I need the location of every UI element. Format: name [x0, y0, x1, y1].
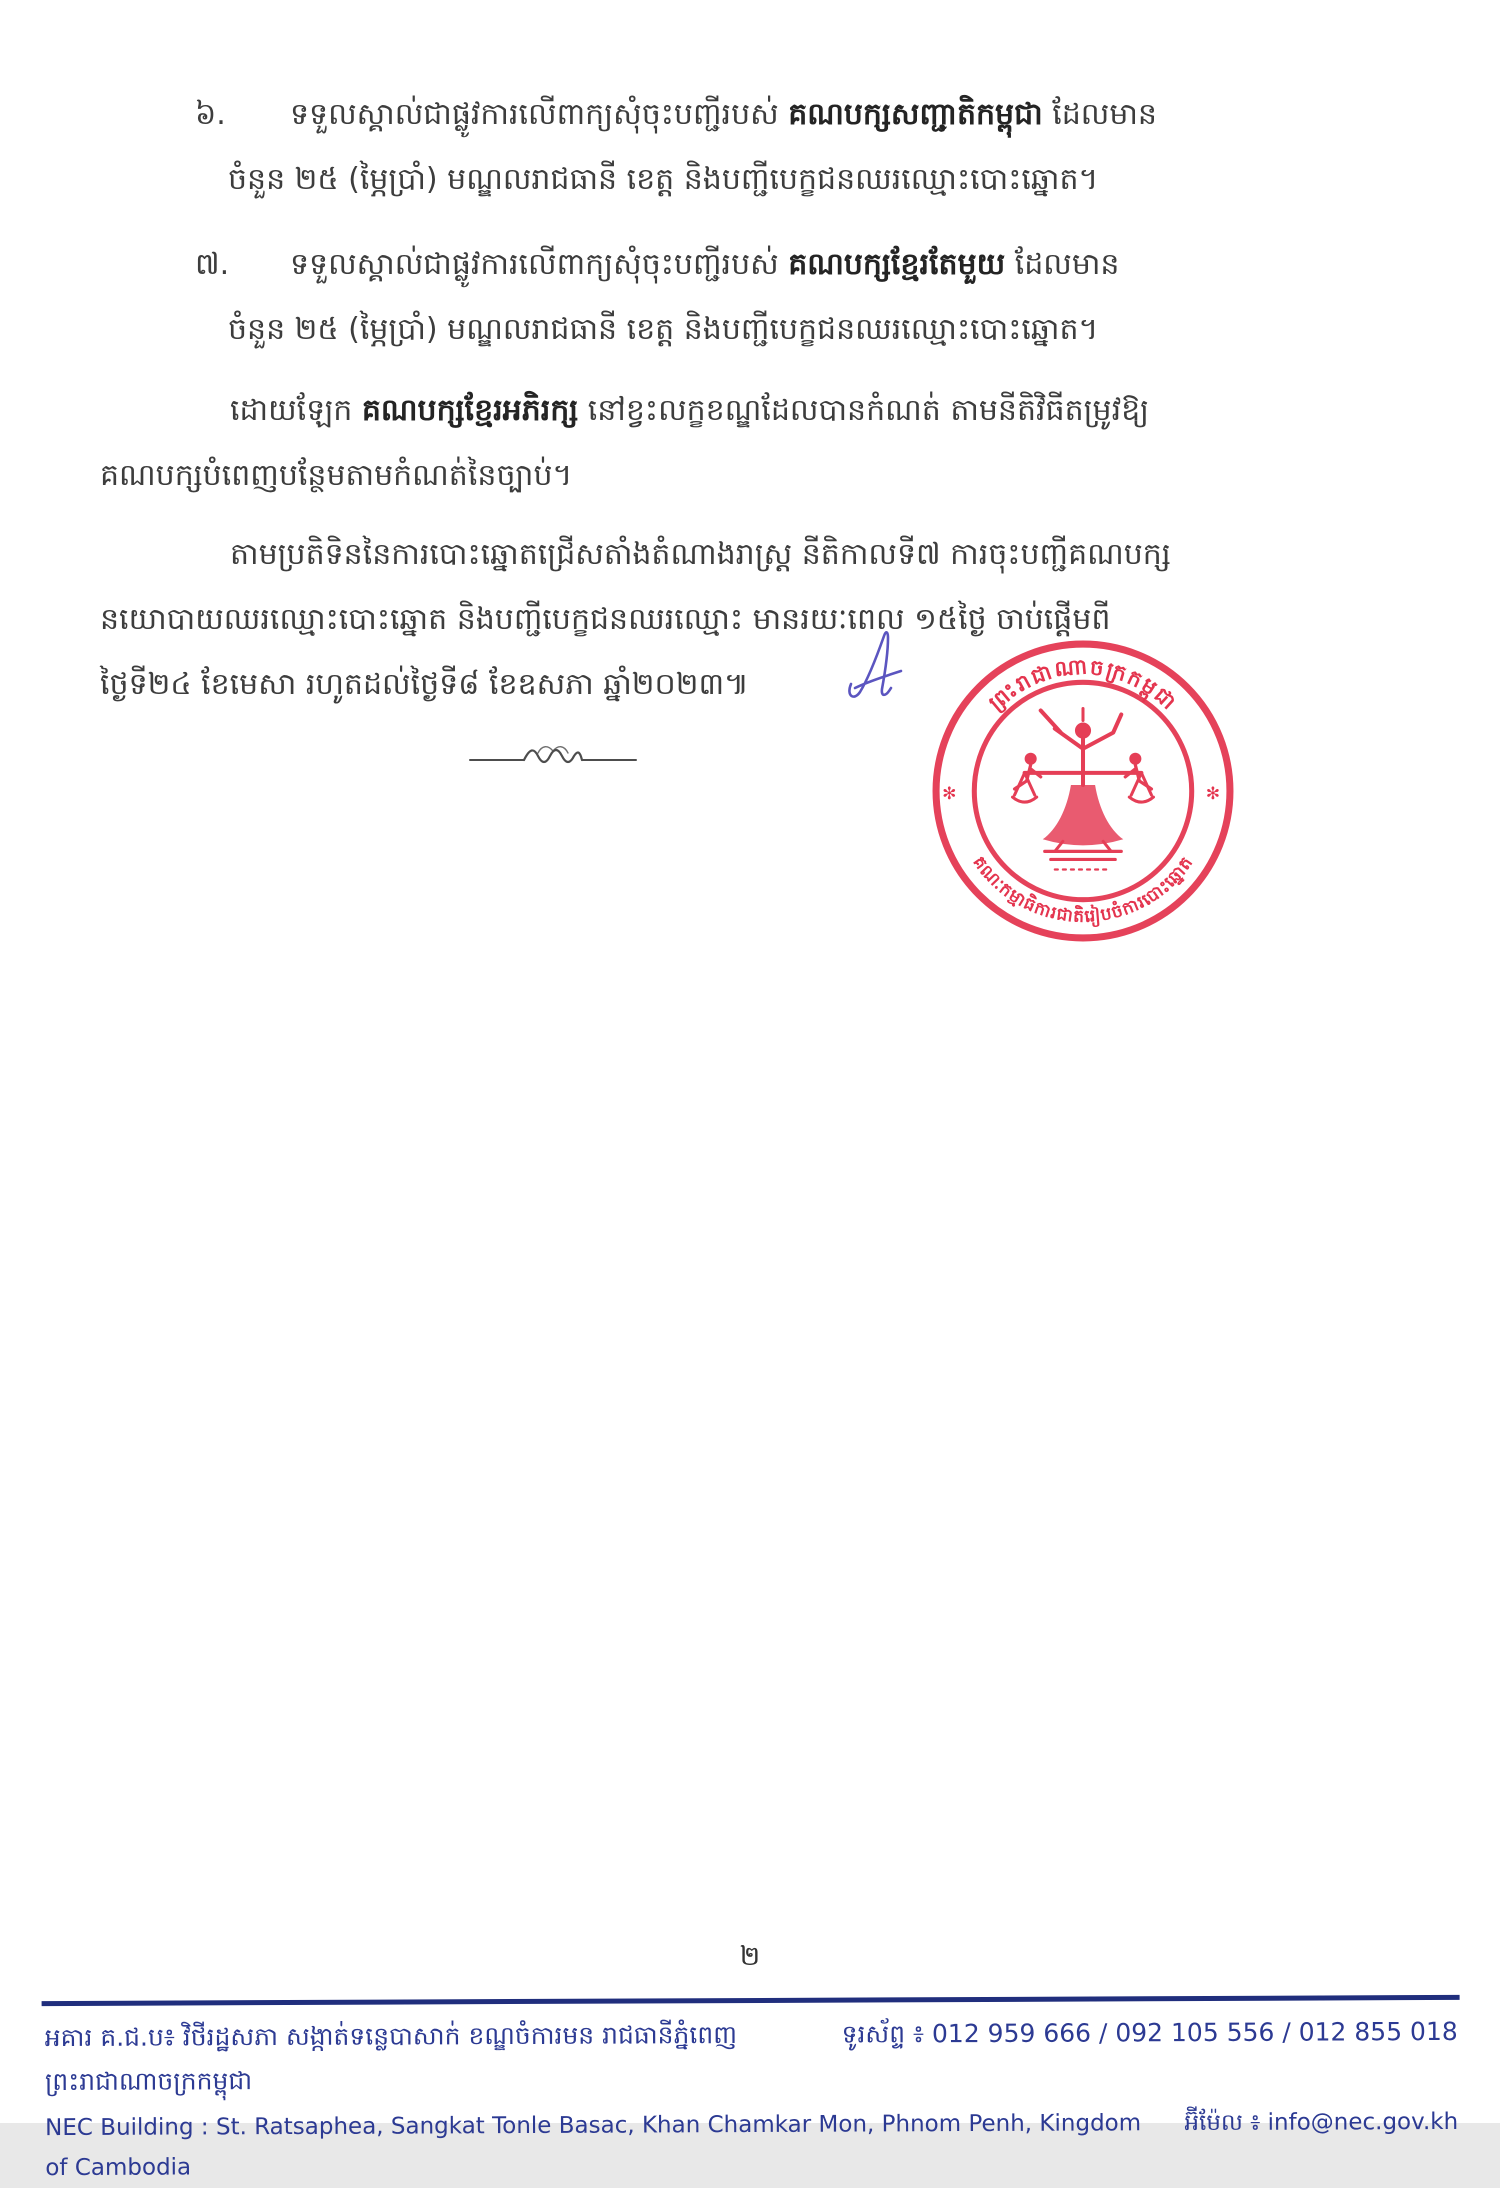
- text-run: ថ្ងៃទី២៤ ខែមេសា រហូតដល់ថ្ងៃទី៨ ខែឧសភា ឆ្នាំ២០២៣៕: [100, 667, 749, 702]
- text-run: នយោបាយឈរឈ្មោះបោះឆ្នោត និងបញ្ជីបេក្ខជនឈរឈ្មោះ មានរយៈពេល ១៥ថ្ងៃ ចាប់ផ្ដើមពី: [100, 602, 1111, 637]
- party-name: គណបក្សខ្មែរអភិរក្ស: [361, 393, 579, 428]
- party-name: គណបក្សសញ្ជាតិកម្ពុជា: [788, 97, 1043, 132]
- footer-address-english: NEC Building : St. Ratsaphea, Sangkat Tonle Basac, Khan Chamkar Mon, Phnom Penh, Kingdom of Cambodia: [45, 2110, 1142, 2182]
- text-line: [100, 297, 1412, 362]
- list-item-number: ៧.: [195, 247, 230, 282]
- text-run: នៅខ្វះលក្ខខណ្ឌដែលបានកំណត់ តាមនីតិវិធីតម្រូវឱ្យ: [578, 393, 1150, 428]
- text-run: ទទួលស្គាល់ជាផ្លូវការលើពាក្យសុំចុះបញ្ជីរបស់: [290, 247, 789, 282]
- text-run: ដោយឡែក: [230, 393, 362, 428]
- blue-ink-initial: [843, 626, 907, 706]
- footer-row-english: [45, 2102, 1458, 2188]
- text-run: តាមប្រតិទិននៃការបោះឆ្នោតជ្រើសតាំងតំណាងរាស្ត្រ នីតិកាលទី៧ ការចុះបញ្ជីគណបក្ស: [230, 537, 1171, 572]
- footer-email-address: info@nec.gov.kh: [1267, 2108, 1459, 2136]
- document-body: [100, 82, 1412, 717]
- text-line: [100, 232, 1412, 297]
- list-item: [100, 232, 1412, 362]
- nec-red-seal: [928, 636, 1238, 946]
- text-line: [100, 82, 1412, 147]
- text-run: ទទួលស្គាល់ជាផ្លូវការលើពាក្យសុំចុះបញ្ជីរបស់: [290, 97, 789, 132]
- text-run: ដែលមាន: [1005, 247, 1120, 282]
- initial-signature: [843, 626, 907, 710]
- footer-phone-numbers: 012 959 666 / 092 105 556 / 012 855 018: [931, 2016, 1458, 2049]
- text-line: [100, 522, 1412, 587]
- text-run: ដែលមាន: [1042, 97, 1157, 132]
- text-run: គណបក្សបំពេញបន្ថែមតាមកំណត់នៃច្បាប់។: [100, 458, 573, 493]
- text-line: [100, 147, 1412, 212]
- footer-divider-line: [42, 1995, 1460, 2006]
- footer-row-khmer: [45, 2010, 1458, 2104]
- text-line: [100, 443, 1412, 508]
- official-seal-stamp: [928, 636, 1238, 946]
- list-item-number: ៦.: [195, 97, 226, 132]
- paragraph: [100, 378, 1412, 508]
- seal-bottom-text: គណៈកម្មាធិការជាតិរៀបចំការបោះឆ្នោត: [968, 852, 1198, 928]
- footer-rows: [45, 2010, 1459, 2188]
- seal-center-figure: [1013, 708, 1154, 869]
- page-footer: [0, 1995, 1500, 2188]
- footer-email: [1154, 2102, 1458, 2143]
- seal-right-star-ornament: ✻: [1205, 784, 1221, 805]
- footer-phone: [812, 2010, 1458, 2057]
- ornament-divider-flourish: [468, 738, 638, 772]
- text-run: ចំនួន ២៥ (ម្ភៃប្រាំ) មណ្ឌលរាជធានី ខេត្ត និងបញ្ជីបេក្ខជនឈរឈ្មោះបោះឆ្នោត។: [228, 312, 1099, 347]
- footer-phone-label: ទូរស័ព្ទ ៖: [841, 2019, 925, 2049]
- seal-top-text: ព្រះរាជាណាចក្រកម្ពុជា: [983, 653, 1183, 716]
- seal-left-star-ornament: ✻: [942, 784, 957, 805]
- page-number: ២: [739, 1941, 761, 1972]
- ornament-divider: [468, 738, 638, 776]
- footer-address-khmer: អគារ គ.ជ.ប៖ វិថីរដ្ឋសភា សង្កាត់ទន្លេបាសាក់ ខណ្ឌចំការមន រាជធានីភ្នំពេញ ព្រះរាជាណាចក្រកម្ពុជា: [44, 2020, 738, 2097]
- numbered-list: [100, 82, 1412, 362]
- party-name: គណបក្សខ្មែរតែមួយ: [788, 247, 1006, 282]
- footer-email-label: អ៊ីម៉ែល ៖: [1184, 2109, 1261, 2137]
- text-run: ចំនួន ២៥ (ម្ភៃប្រាំ) មណ្ឌលរាជធានី ខេត្ត និងបញ្ជីបេក្ខជនឈរឈ្មោះបោះឆ្នោត។: [228, 162, 1099, 197]
- text-line: [100, 378, 1412, 443]
- list-item: [100, 82, 1412, 212]
